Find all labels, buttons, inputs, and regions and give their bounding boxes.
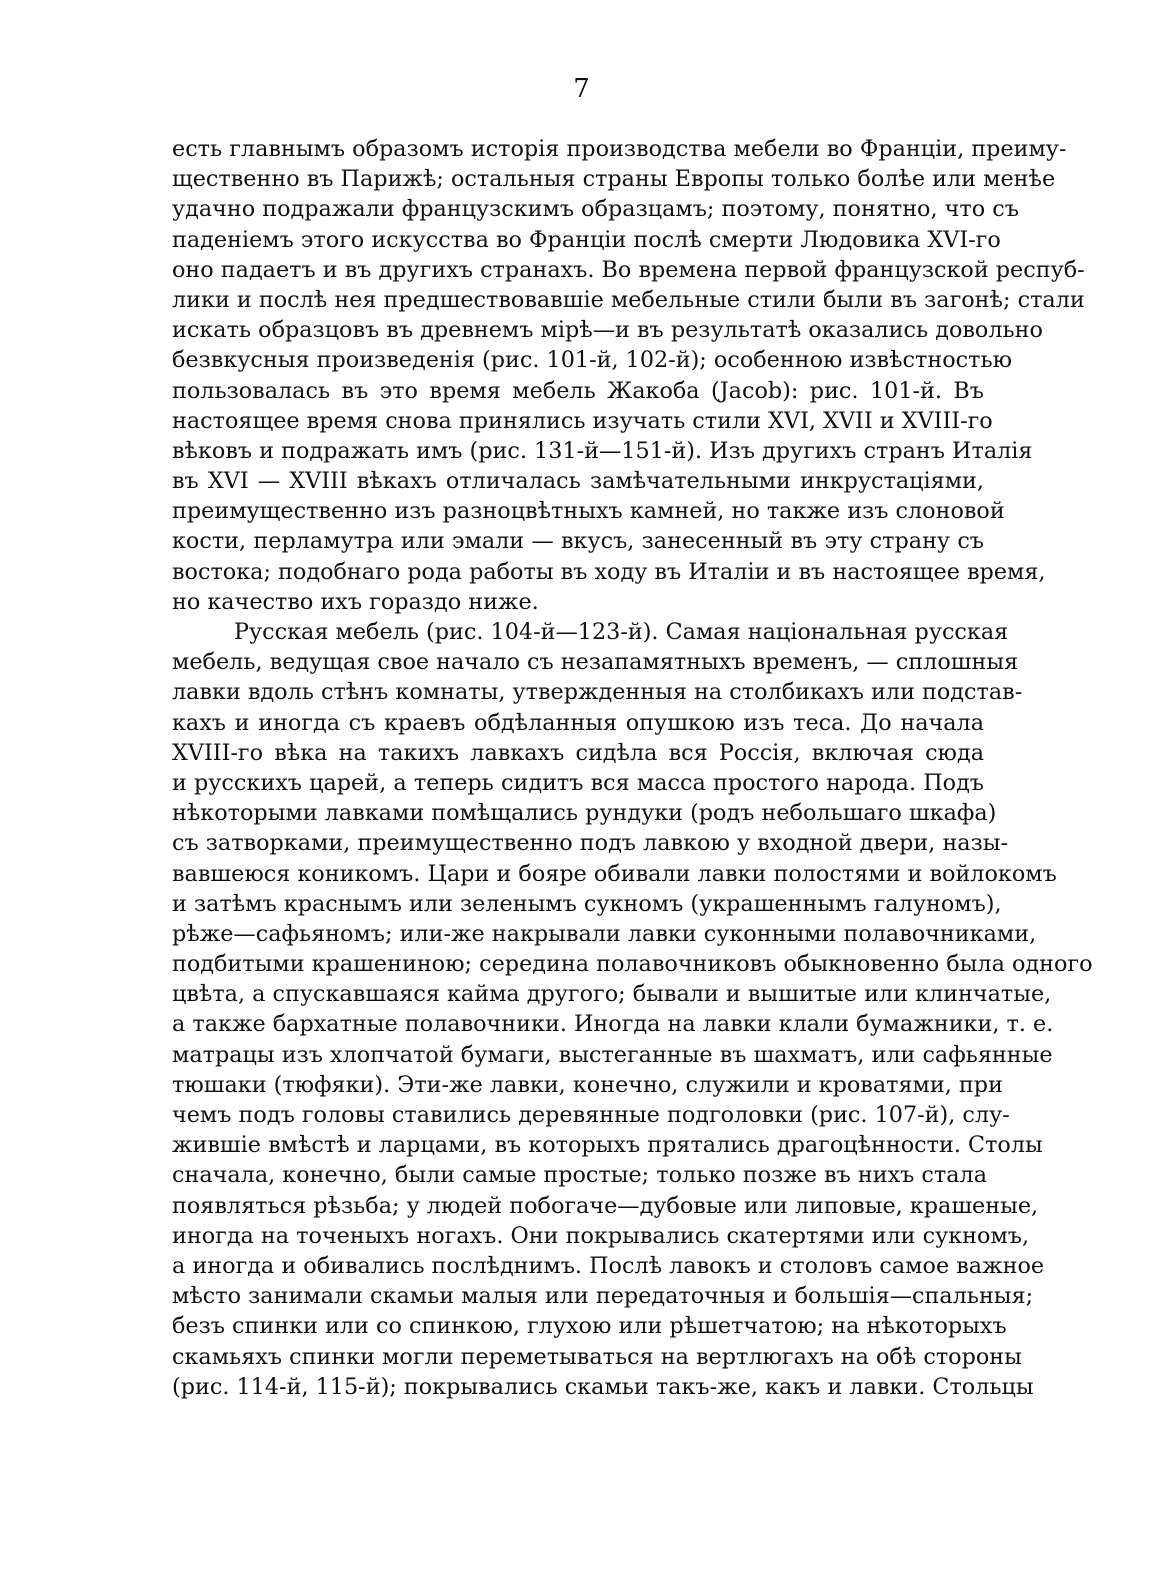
text-line: рѣже—сафьяномъ; или-же накрывали лавки суконными полавочниками, bbox=[172, 920, 1037, 947]
text-line: искать образцовъ въ древнемъ мірѣ—и въ результатѣ оказались довольно bbox=[172, 317, 1043, 344]
text-line: безъ спинки или со спинкою, глухою или рѣшетчатою; на нѣкоторыхъ bbox=[172, 1313, 1007, 1340]
text-line: и русскихъ царей, а теперь сидитъ вся масса простого народа. Подъ bbox=[172, 769, 984, 796]
text-line: востока; подобнаго рода работы въ ходу въ Италіи и въ настоящее время, bbox=[172, 558, 1046, 585]
text-line: и затѣмъ краснымъ или зеленымъ сукномъ (украшеннымъ галуномъ), bbox=[172, 890, 1002, 917]
text-line: преимущественно изъ разноцвѣтныхъ камней, но также изъ слоновой bbox=[172, 498, 1005, 525]
text-line: мебель, ведущая свое начало съ незапамятныхъ временъ, — сплошныя bbox=[172, 649, 1019, 676]
text-line: удачно подражали французскимъ образцамъ; поэтому, понятно, что съ bbox=[172, 196, 1019, 223]
text-line: кости, перламутра или эмали — вкусъ, занесенный въ эту страну съ bbox=[172, 528, 984, 555]
text-line: кахъ и иногда съ краевъ обдѣланныя опушкою изъ теса. До начала bbox=[172, 709, 984, 736]
text-line: съ затворками, преимущественно подъ лавкою у входной двери, назы- bbox=[172, 830, 1009, 857]
text-line: подбитыми крашениною; середина полавочниковъ обыкновенно была одного bbox=[172, 951, 1093, 978]
text-line: скамьяхъ спинки могли переметываться на вертлюгахъ на обѣ стороны bbox=[172, 1343, 1022, 1370]
text-line: Русская мебель (рис. 104-й—123-й). Самая національная русская bbox=[234, 619, 1009, 645]
text-line: сначала, конечно, были самые простые; только позже въ нихъ стала bbox=[172, 1162, 988, 1189]
text-line: есть главнымъ образомъ исторія производства мебели во Франціи, преиму- bbox=[172, 136, 1067, 162]
text-line: щественно въ Парижѣ; остальныя страны Европы только болѣе или менѣе bbox=[172, 166, 1056, 193]
text-line: а также бархатные полавочники. Иногда на лавки клали бумажники, т. е. bbox=[172, 1011, 1054, 1038]
text-line: оно падаетъ и въ другихъ странахъ. Во времена первой французской респуб- bbox=[172, 256, 1085, 283]
text-line: (рис. 114-й, 115-й); покрывались скамьи такъ-же, какъ и лавки. Стольцы bbox=[172, 1373, 1034, 1400]
body-text bbox=[172, 134, 1093, 1402]
text-line: XVIII-го вѣка на такихъ лавкахъ сидѣла вся Россія, включая сюда bbox=[172, 739, 984, 766]
text-line: а иногда и обивались послѣднимъ. Послѣ лавокъ и столовъ самое важное bbox=[172, 1252, 1045, 1279]
text-line: пользовалась въ это время мебель Жакоба (Jacob): рис. 101-й. Въ bbox=[172, 377, 984, 404]
text-line: но качество ихъ гораздо ниже. bbox=[172, 588, 539, 615]
text-line: настоящее время снова принялись изучать стили XVI, XVII и XVIII-го bbox=[172, 407, 993, 434]
text-line: лики и послѣ нея предшествовавшіе мебельные стили были въ загонѣ; стали bbox=[172, 286, 1085, 313]
text-line: нѣкоторыми лавками помѣщались рундуки (родъ небольшаго шкафа) bbox=[172, 800, 997, 827]
text-line: мѣсто занимали скамьи малыя или передаточныя и большія—спальныя; bbox=[172, 1283, 1034, 1310]
text-line: появляться рѣзьба; у людей побогаче—дубовые или липовые, крашеные, bbox=[172, 1192, 1039, 1219]
text-line: цвѣта, а спускавшаяся кайма другого; бывали и вышитые или клинчатые, bbox=[172, 981, 1052, 1008]
text-line: вѣковъ и подражать имъ (рис. 131-й—151-й). Изъ другихъ странъ Италія bbox=[172, 437, 1033, 464]
page-number: 7 bbox=[573, 74, 590, 104]
text-line: чемъ подъ головы ставились деревянные подголовки (рис. 107-й), слу- bbox=[172, 1102, 1010, 1128]
text-line: паденіемъ этого искусства во Франціи послѣ смерти Людовика XVI-го bbox=[172, 226, 1001, 253]
text-line: въ XVI — XVIII вѣкахъ отличалась замѣчательными инкрустаціями, bbox=[172, 468, 984, 495]
text-line: жившіе вмѣстѣ и ларцами, въ которыхъ прятались драгоцѣнности. Столы bbox=[172, 1132, 1043, 1159]
text-line: матрацы изъ хлопчатой бумаги, выстеганные въ шахматъ, или сафьянные bbox=[172, 1041, 1053, 1068]
text-line: тюшаки (тюфяки). Эти-же лавки, конечно, служили и кроватями, при bbox=[172, 1071, 1003, 1098]
text-line: лавки вдоль стѣнъ комнаты, утвержденныя на столбикахъ или подстав- bbox=[172, 679, 1023, 706]
text-line: иногда на точеныхъ ногахъ. Они покрывались скатертями или сукномъ, bbox=[172, 1222, 1030, 1249]
text-line: вавшеюся коникомъ. Цари и бояре обивали лавки полостями и войлокомъ bbox=[172, 860, 1057, 887]
text-line: безвкусныя произведенія (рис. 101-й, 102-й); особенною извѣстностью bbox=[172, 347, 1013, 374]
